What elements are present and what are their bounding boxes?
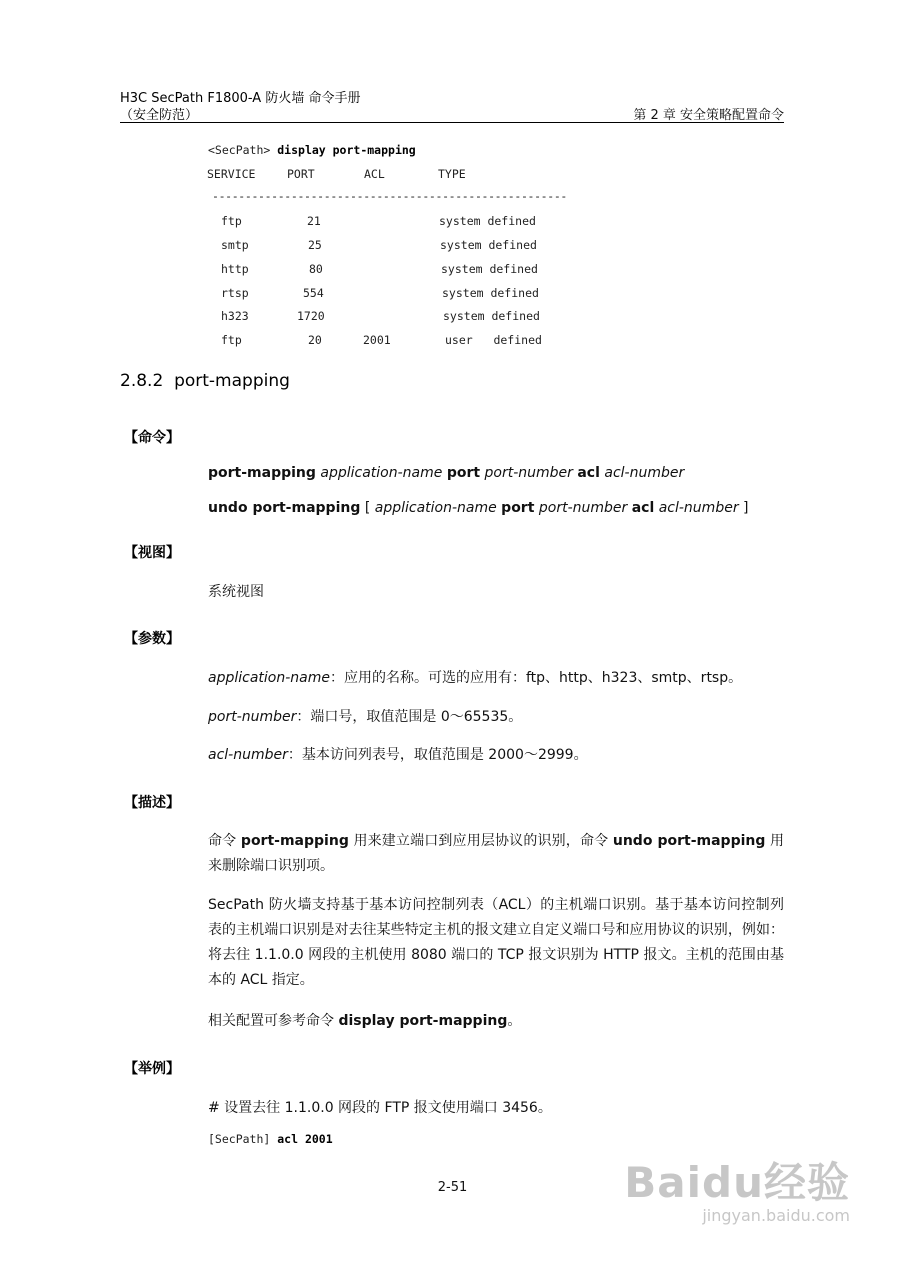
page-number: 2-51 [437, 1180, 468, 1195]
row-port: 25 [308, 238, 322, 252]
header-title: H3C SecPath F1800-A 防火墙 命令手册 [120, 91, 361, 106]
param-port-number: port-number：端口号，取值范围是 0～65535。 [208, 709, 523, 725]
row-port: 80 [309, 262, 323, 276]
row-service: smtp [221, 238, 249, 252]
col-acl: ACL [364, 167, 385, 181]
section-heading [120, 371, 290, 391]
example-comment: # 设置去往 1.1.0.0 网段的 FTP 报文使用端口 3456。 [208, 1100, 552, 1116]
command-syntax-1: port-mapping application-name port port-number acl acl-number [208, 465, 685, 481]
code-command: display port-mapping [277, 143, 416, 157]
row-type: system defined [439, 214, 536, 228]
code-prompt-line [208, 143, 416, 157]
section-number: 2.8.2 [120, 371, 164, 391]
col-service: SERVICE [207, 167, 256, 181]
col-type: TYPE [438, 167, 466, 181]
view-text: 系统视图 [208, 584, 264, 600]
table-divider: ------------------------------------------------------ [212, 189, 567, 203]
description-p3: 相关配置可参考命令 display port-mapping。 [208, 1013, 522, 1029]
row-port: 554 [303, 286, 324, 300]
row-type: user defined [445, 333, 542, 347]
row-port: 1720 [297, 309, 325, 323]
label-command: 【命令】 [124, 430, 180, 446]
row-type: system defined [440, 238, 537, 252]
row-service: http [221, 262, 249, 276]
row-port: 21 [307, 214, 321, 228]
watermark-logo: Baidu经验 [624, 1158, 850, 1207]
section-title: port-mapping [174, 371, 290, 391]
row-type: system defined [443, 309, 540, 323]
row-service: ftp [221, 214, 242, 228]
label-params: 【参数】 [124, 631, 180, 647]
baidu-watermark [624, 1150, 850, 1225]
command-syntax-2: undo port-mapping [ application-name port port-number acl acl-number ] [208, 500, 749, 516]
label-example: 【举例】 [124, 1061, 180, 1077]
code-prompt: <SecPath> [208, 143, 271, 157]
param-application-name: application-name：应用的名称。可选的应用有：ftp、http、h323、smtp、rtsp。 [208, 670, 743, 686]
description-p2: SecPath 防火墙支持基于基本访问控制列表（ACL）的主机端口识别。基于基本访问控制列表的主机端口识别是对去往某些特定主机的报文建立自定义端口号和应用协议的识别，例如：将去往 1.1.0.0 网段的主机使用 8080 端口的 TCP 报文识别为 HTTP 报文。主机的范围由基本的 ACL 指定。 [208, 897, 784, 988]
label-description: 【描述】 [124, 795, 180, 811]
row-type: system defined [442, 286, 539, 300]
header-rule [120, 122, 784, 123]
row-port: 20 [308, 333, 322, 347]
row-service: h323 [221, 309, 249, 323]
example-code-line: [SecPath] acl 2001 [208, 1132, 333, 1146]
description-p1: 命令 port-mapping 用来建立端口到应用层协议的识别，命令 undo port-mapping 用来删除端口识别项。 [208, 833, 784, 874]
header-chapter: 第 2 章 安全策略配置命令 [633, 108, 784, 123]
header-subtitle: （安全防范） [120, 108, 199, 123]
row-type: system defined [441, 262, 538, 276]
row-service: rtsp [221, 286, 249, 300]
param-acl-number: acl-number：基本访问列表号，取值范围是 2000～2999。 [208, 747, 588, 763]
col-port: PORT [287, 167, 315, 181]
label-view: 【视图】 [124, 545, 180, 561]
row-acl: 2001 [363, 333, 391, 347]
watermark-url: jingyan.baidu.com [702, 1206, 850, 1225]
row-service: ftp [221, 333, 242, 347]
